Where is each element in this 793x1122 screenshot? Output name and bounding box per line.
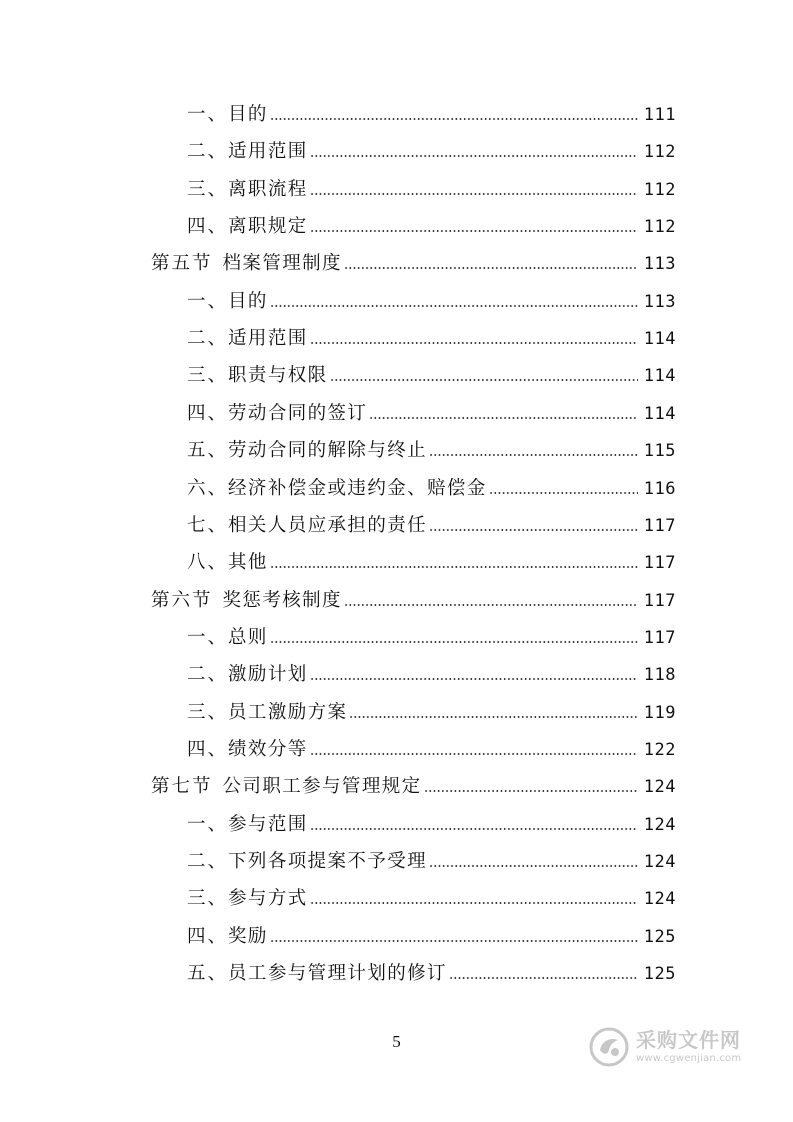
toc-dot-leader bbox=[310, 191, 638, 197]
toc-entry-title: 劳动合同的签订 bbox=[228, 402, 368, 424]
toc-entry-page: 112 bbox=[643, 142, 676, 163]
toc-dot-leader bbox=[310, 826, 638, 832]
toc-entry-number: 四、 bbox=[187, 402, 229, 424]
toc-entry-number: 三、 bbox=[187, 701, 229, 723]
toc-dot-leader bbox=[310, 676, 638, 682]
toc-dot-leader bbox=[270, 639, 638, 645]
toc-entry bbox=[187, 661, 676, 689]
toc-entry bbox=[187, 512, 676, 540]
toc-entry bbox=[187, 437, 676, 465]
toc-dot-leader bbox=[310, 228, 638, 234]
toc-dot-leader bbox=[449, 975, 638, 981]
toc-entry-page: 113 bbox=[643, 291, 676, 312]
toc-entry-title: 奖惩考核制度 bbox=[222, 589, 342, 611]
toc-entry-title: 经济补偿金或违约金、赔偿金 bbox=[228, 477, 487, 499]
toc-entry-title: 员工参与管理计划的修订 bbox=[228, 963, 447, 985]
toc-dot-leader bbox=[270, 303, 638, 309]
toc-dot-leader bbox=[310, 340, 638, 346]
watermark-url: www.cgwenjian.com bbox=[636, 1053, 742, 1064]
toc-entry-number: 第六节 bbox=[151, 589, 213, 611]
toc-entry-page: 117 bbox=[643, 627, 676, 648]
toc-entry-number: 一、 bbox=[187, 104, 229, 125]
toc-entry bbox=[187, 400, 676, 428]
toc-entry-number: 三、 bbox=[187, 178, 229, 200]
toc-entry-title: 档案管理制度 bbox=[222, 253, 342, 275]
toc-entry-page: 125 bbox=[643, 926, 676, 947]
toc-entry-title: 离职流程 bbox=[228, 178, 308, 200]
toc-entry bbox=[151, 773, 676, 801]
toc-entry bbox=[187, 960, 676, 988]
toc-entry-title: 适用范围 bbox=[228, 328, 308, 350]
toc-entry-title: 职责与权限 bbox=[228, 365, 328, 387]
toc-entry-title: 劳动合同的解除与终止 bbox=[228, 440, 428, 462]
toc-dot-leader bbox=[349, 714, 638, 720]
toc-entry-page: 118 bbox=[643, 665, 676, 686]
toc-entry bbox=[151, 250, 676, 278]
toc-entry-page: 117 bbox=[643, 515, 676, 536]
toc-entry-number: 一、 bbox=[187, 813, 229, 835]
toc-entry-number: 八、 bbox=[187, 552, 229, 574]
toc-dot-leader bbox=[489, 490, 638, 496]
toc-entry bbox=[187, 288, 676, 316]
toc-entry-number: 四、 bbox=[187, 925, 229, 947]
toc-entry bbox=[187, 885, 676, 913]
toc-dot-leader bbox=[344, 265, 638, 271]
toc-entry bbox=[187, 101, 676, 129]
toc-dot-leader bbox=[424, 788, 638, 794]
toc-entry-page: 114 bbox=[643, 366, 676, 387]
toc-entry-number: 二、 bbox=[187, 141, 229, 163]
toc-entry-page: 112 bbox=[643, 179, 676, 200]
toc-entry-page: 113 bbox=[643, 254, 676, 275]
toc-dot-leader bbox=[429, 527, 638, 533]
toc-entry bbox=[187, 923, 676, 951]
toc-entry-page: 125 bbox=[643, 964, 676, 985]
toc-dot-leader bbox=[330, 377, 638, 383]
toc-entry-number: 二、 bbox=[187, 664, 229, 686]
watermark-name: 采购文件网 bbox=[636, 1028, 741, 1052]
toc-entry-title: 激励计划 bbox=[228, 664, 308, 686]
toc-entry-title: 其他 bbox=[228, 552, 268, 574]
toc-entry-title: 员工激励方案 bbox=[228, 701, 348, 723]
toc-entry-number: 第五节 bbox=[151, 253, 213, 275]
toc-entry-title: 参与方式 bbox=[228, 888, 308, 910]
toc-entry-number: 六、 bbox=[187, 477, 229, 499]
toc-entry bbox=[187, 624, 676, 652]
toc-entry-number: 五、 bbox=[187, 963, 229, 985]
watermark bbox=[588, 1024, 788, 1070]
toc-entry-title: 目的 bbox=[228, 104, 268, 125]
toc-dot-leader bbox=[270, 564, 638, 570]
toc-entry-number: 第七节 bbox=[151, 776, 213, 798]
toc-entry-page: 114 bbox=[643, 329, 676, 350]
toc-entry-title: 总则 bbox=[228, 626, 268, 648]
toc-dot-leader bbox=[344, 602, 638, 608]
toc-entry-page: 112 bbox=[643, 217, 676, 238]
toc-entry-title: 目的 bbox=[228, 290, 268, 312]
toc-entry bbox=[187, 325, 676, 353]
toc-dot-leader bbox=[310, 900, 638, 906]
toc-entry-page: 115 bbox=[643, 441, 676, 462]
toc-entry-number: 二、 bbox=[187, 851, 229, 872]
toc-entry-page: 111 bbox=[643, 105, 676, 125]
toc-entry-page: 116 bbox=[643, 478, 676, 499]
toc-entry-page: 122 bbox=[643, 739, 676, 760]
toc-entry-number: 一、 bbox=[187, 626, 229, 648]
toc-entry bbox=[151, 587, 676, 615]
toc-entry-number: 四、 bbox=[187, 738, 229, 760]
toc-entry-number: 一、 bbox=[187, 290, 229, 312]
toc-entry-page: 124 bbox=[643, 852, 676, 872]
page-number: 5 bbox=[392, 1032, 401, 1051]
toc-entry-title: 参与范围 bbox=[228, 813, 308, 835]
toc-entry-page: 124 bbox=[643, 814, 676, 835]
toc-entry-title: 绩效分等 bbox=[228, 738, 308, 760]
toc-entry-page: 114 bbox=[643, 403, 676, 424]
toc-entry bbox=[187, 736, 676, 764]
toc-dot-leader bbox=[310, 751, 638, 757]
toc-entry bbox=[187, 138, 676, 166]
toc-entry bbox=[187, 811, 676, 839]
toc-entry bbox=[187, 475, 676, 503]
cgwenjian-logo-icon bbox=[588, 1026, 630, 1068]
toc-entry-number: 四、 bbox=[187, 216, 229, 238]
toc-entry-title: 奖励 bbox=[228, 925, 268, 947]
toc-entry bbox=[187, 213, 676, 241]
toc-entry bbox=[187, 699, 676, 727]
toc-entry-page: 117 bbox=[643, 590, 676, 611]
toc-entry-page: 124 bbox=[643, 889, 676, 910]
toc-entry-title: 相关人员应承担的责任 bbox=[228, 514, 428, 536]
toc-entry-page: 119 bbox=[643, 702, 676, 723]
toc-dot-leader bbox=[270, 116, 638, 122]
toc-entry-title: 公司职工参与管理规定 bbox=[222, 776, 422, 798]
toc-entry-number: 三、 bbox=[187, 888, 229, 910]
toc-entry-number: 七、 bbox=[187, 514, 229, 536]
toc-entry bbox=[187, 848, 676, 876]
toc-entry-title: 离职规定 bbox=[228, 216, 308, 238]
toc-entry-page: 117 bbox=[643, 553, 676, 574]
toc-entry bbox=[187, 549, 676, 577]
toc-entry-number: 二、 bbox=[187, 328, 229, 350]
toc-entry-number: 三、 bbox=[187, 365, 229, 387]
toc-dot-leader bbox=[369, 415, 638, 421]
toc-entry-number: 五、 bbox=[187, 440, 229, 462]
toc-dot-leader bbox=[310, 153, 638, 159]
toc-dot-leader bbox=[429, 863, 638, 869]
toc-dot-leader bbox=[429, 452, 638, 458]
toc-dot-leader bbox=[270, 938, 638, 944]
toc-entry-title: 适用范围 bbox=[228, 141, 308, 163]
toc-entry bbox=[187, 176, 676, 204]
toc-entry-title: 下列各项提案不予受理 bbox=[228, 851, 428, 872]
toc-entry bbox=[187, 362, 676, 390]
toc-entry-page: 124 bbox=[643, 777, 676, 798]
